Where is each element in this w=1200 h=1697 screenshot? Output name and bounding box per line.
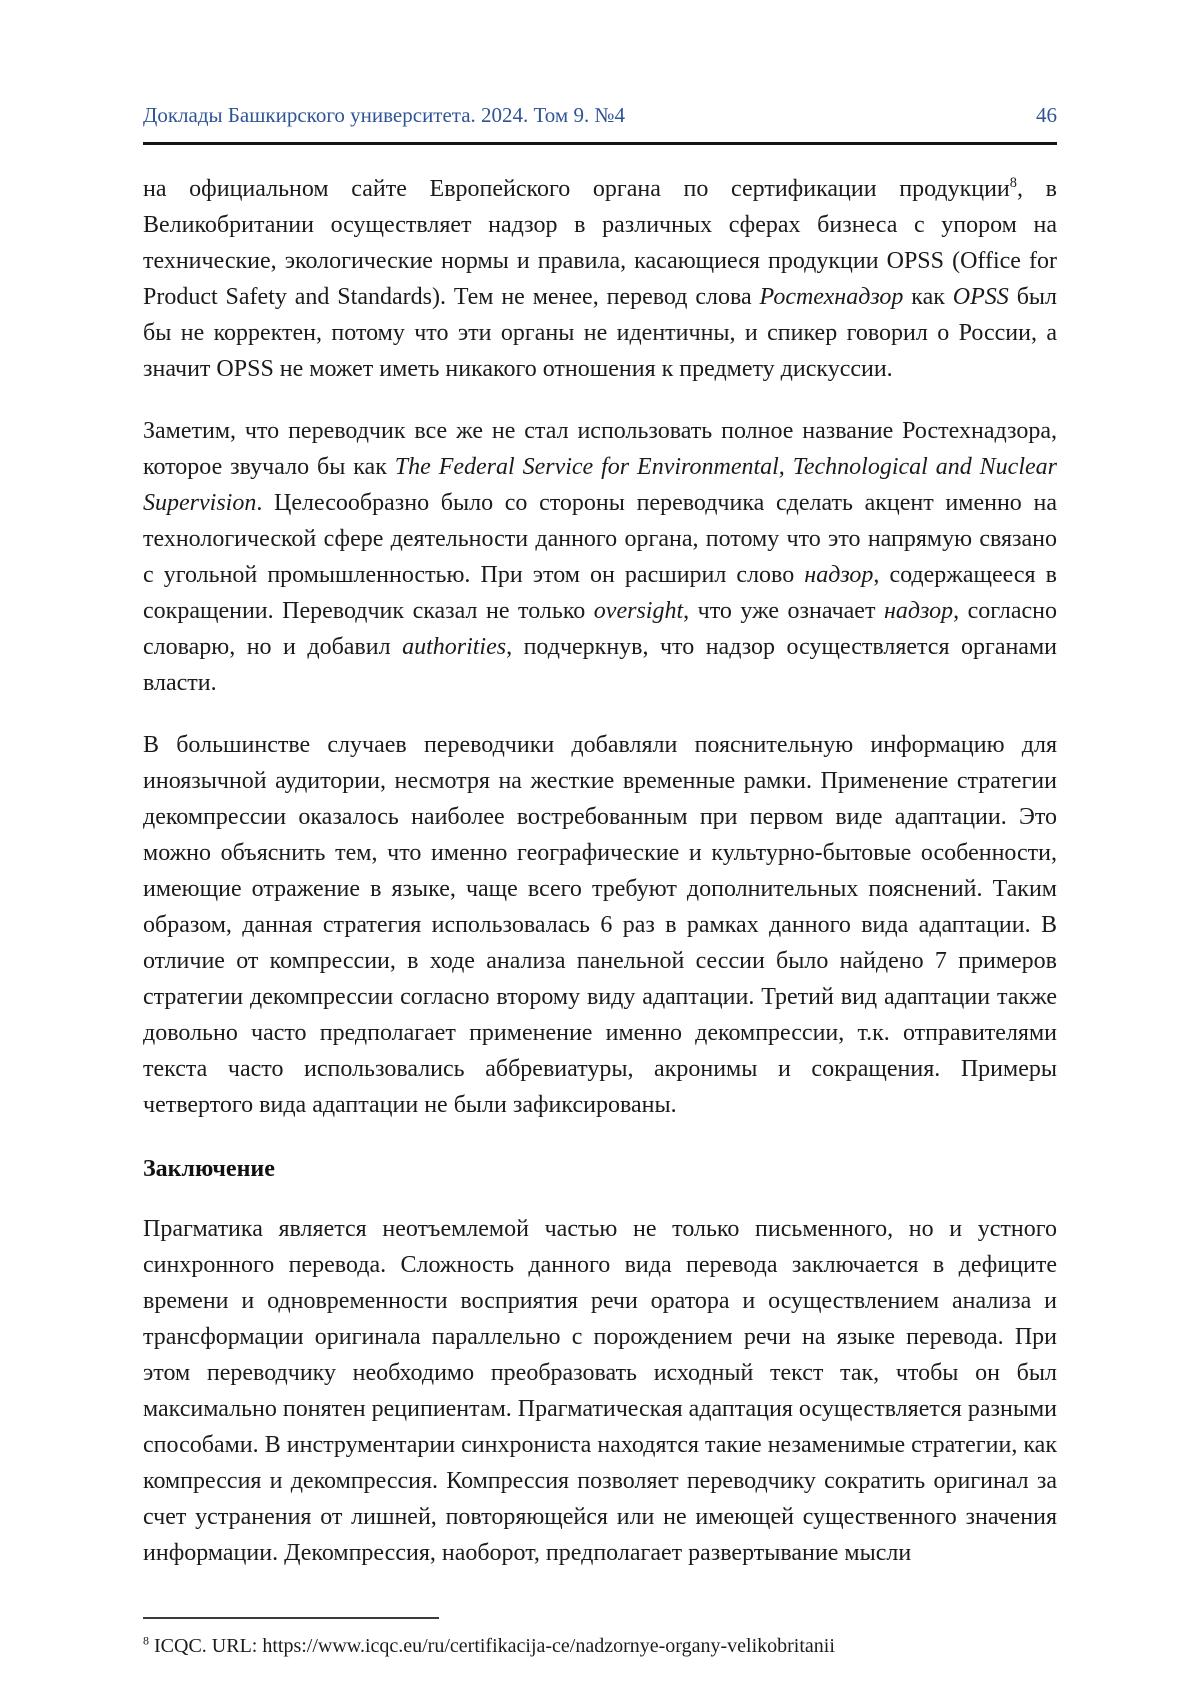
footnote-text: ICQC. URL: https://www.icqc.eu/ru/certifikacija-ce/nadzornye-organy-velikobritanii	[154, 1635, 835, 1657]
page-number: 46	[1036, 103, 1057, 127]
footnote-rule	[143, 1617, 439, 1619]
footnote-area	[143, 1617, 1057, 1660]
header-rule	[143, 142, 1057, 145]
paragraph-decompression-statistics: В большинстве случаев переводчики добавляли пояснительную информацию для иноязычной аудитории, несмотря на жесткие временные рамки. Применение стратегии декомпрессии оказалось наиболее востребованным при первом виде адаптации. Это можно объяснить тем, что именно географические и культурно-бытовые особенности, имеющие отражение в языке, чаще всего требуют дополнительных пояснений. Таким образом, данная стратегия использовалась 6 раз в рамках данного вида адаптации. В отличие от компрессии, в ходе анализа панельной сессии было найдено 7 примеров стратегии декомпрессии согласно второму виду адаптации. Третий вид адаптации также довольно часто предполагает применение именно декомпрессии, т.к. отправителями текста часто использовались аббревиатуры, акронимы и сокращения. Примеры четвертого вида адаптации не были зафиксированы.	[143, 732, 1057, 1118]
article-body	[143, 171, 1057, 1571]
journal-title: Доклады Башкирского университета. 2024. Том 9. №4	[143, 103, 625, 127]
footnote-marker: 8	[143, 1633, 149, 1648]
footnote	[143, 1632, 1057, 1660]
page-header	[143, 102, 1057, 142]
paragraph-opss: на официальном сайте Европейского органа по сертификации продукции$^8$, в Великобритании осуществляет надзор в различных сферах бизнеса с упором на технические, экологические нормы и правила, касающиеся продукции OPSS (Office for Product Safety and Standards). Тем не менее, перевод слова Ростехнадзор как OPSS был бы не корректен, потому что эти органы не идентичны, и спикер говорил о России, а значит OPSS не может иметь никакого отношения к предмету дискуссии.	[143, 175, 1058, 382]
paragraph-conclusion: Прагматика является неотъемлемой частью не только письменного, но и устного синхронного перевода. Сложность данного вида перевода заключается в дефиците времени и одновременности восприятия речи оратора и осуществлением анализа и трансформации оригинала параллельно с порождением речи на языке перевода. При этом переводчику необходимо преобразовать исходный текст так, чтобы он был максимально понятен реципиентам. Прагматическая адаптация осуществляется разными способами. В инструментарии синхрониста находятся такие незаменимые стратегии, как компрессия и декомпрессия. Компрессия позволяет переводчику сократить оригинал за счет устранения от лишней, повторяющейся или не имеющей существенного значения информации. Декомпрессия, наоборот, предполагает развертывание мысли	[143, 1216, 1057, 1566]
paragraph-rostekhnadzor-translation: Заметим, что переводчик все же не стал использовать полное название Ростехнадзора, которое звучало бы как The Federal Service for Environmental, Technological and Nuclear Supervision. Целесообразно было со стороны переводчика сделать акцент именно на технологической сфере деятельности данного органа, потому что это напрямую связано с угольной промышленностью. При этом он расширил слово надзор, содержащееся в сокращении. Переводчик сказал не только oversight, что уже означает надзор, согласно словарю, но и добавил authorities, подчеркнув, что надзор осуществляется органами власти.	[143, 418, 1057, 696]
section-heading-conclusion: Заключение	[143, 1156, 275, 1182]
